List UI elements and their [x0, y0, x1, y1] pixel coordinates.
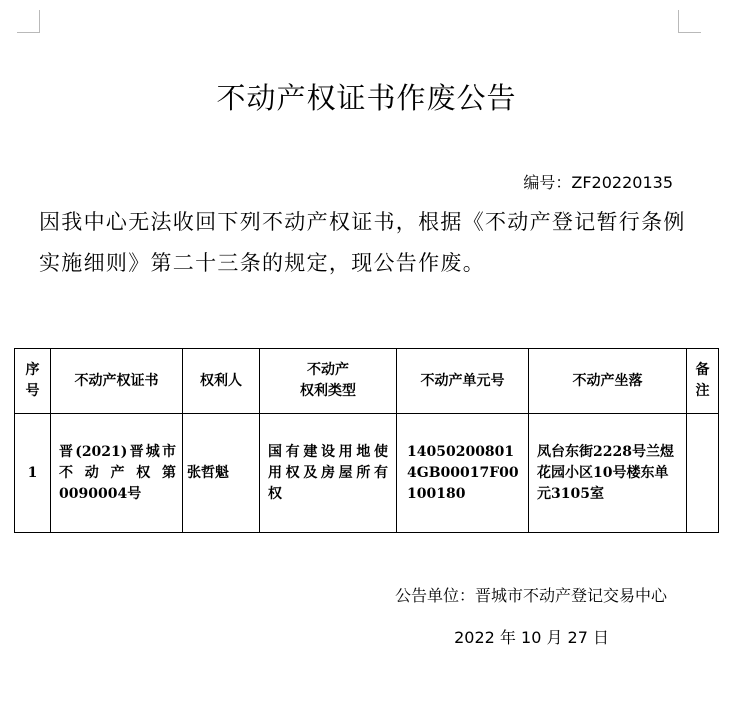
issue-date: 2022 年 10 月 27 日: [454, 628, 609, 647]
cell-right-type: 国有建设用地使用权及房屋所有权: [260, 414, 397, 533]
header-unit-no: 不动产单元号: [397, 349, 529, 414]
header-remark: 备注: [687, 349, 719, 414]
issuing-unit: 公告单位：晋城市不动产登记交易中心: [394, 586, 667, 605]
table-row: [15, 414, 719, 533]
document-title: 不动产权证书作废公告: [216, 81, 517, 115]
table-header-row: [15, 349, 719, 414]
document-number: 编号：ZF20220135: [523, 173, 673, 192]
corner-mark-top-right: [678, 10, 701, 33]
header-holder: 权利人: [183, 349, 260, 414]
corner-mark-top-left: [17, 10, 40, 33]
header-seq: 序号: [15, 349, 51, 414]
header-location: 不动产坐落: [529, 349, 687, 414]
cell-location: 凤台东街2228号兰煜花园小区10号楼东单元3105室: [529, 414, 687, 533]
cell-unit-no: 140502008014GB00017F00100180: [397, 414, 529, 533]
announcement-body: 因我中心无法收回下列不动产权证书，根据《不动产登记暂行条例实施细则》第二十三条的规定，现公告作废。: [39, 210, 686, 275]
cell-remark: [687, 414, 719, 533]
header-certificate: 不动产权证书: [51, 349, 183, 414]
cell-holder: 张哲魁: [183, 414, 260, 533]
cell-seq: 1: [15, 414, 51, 533]
header-right-type: 不动产 权利类型: [260, 349, 397, 414]
certificate-table: [14, 348, 719, 533]
cell-certificate: 晋(2021)晋城市不动产权第0090004号: [51, 414, 183, 533]
